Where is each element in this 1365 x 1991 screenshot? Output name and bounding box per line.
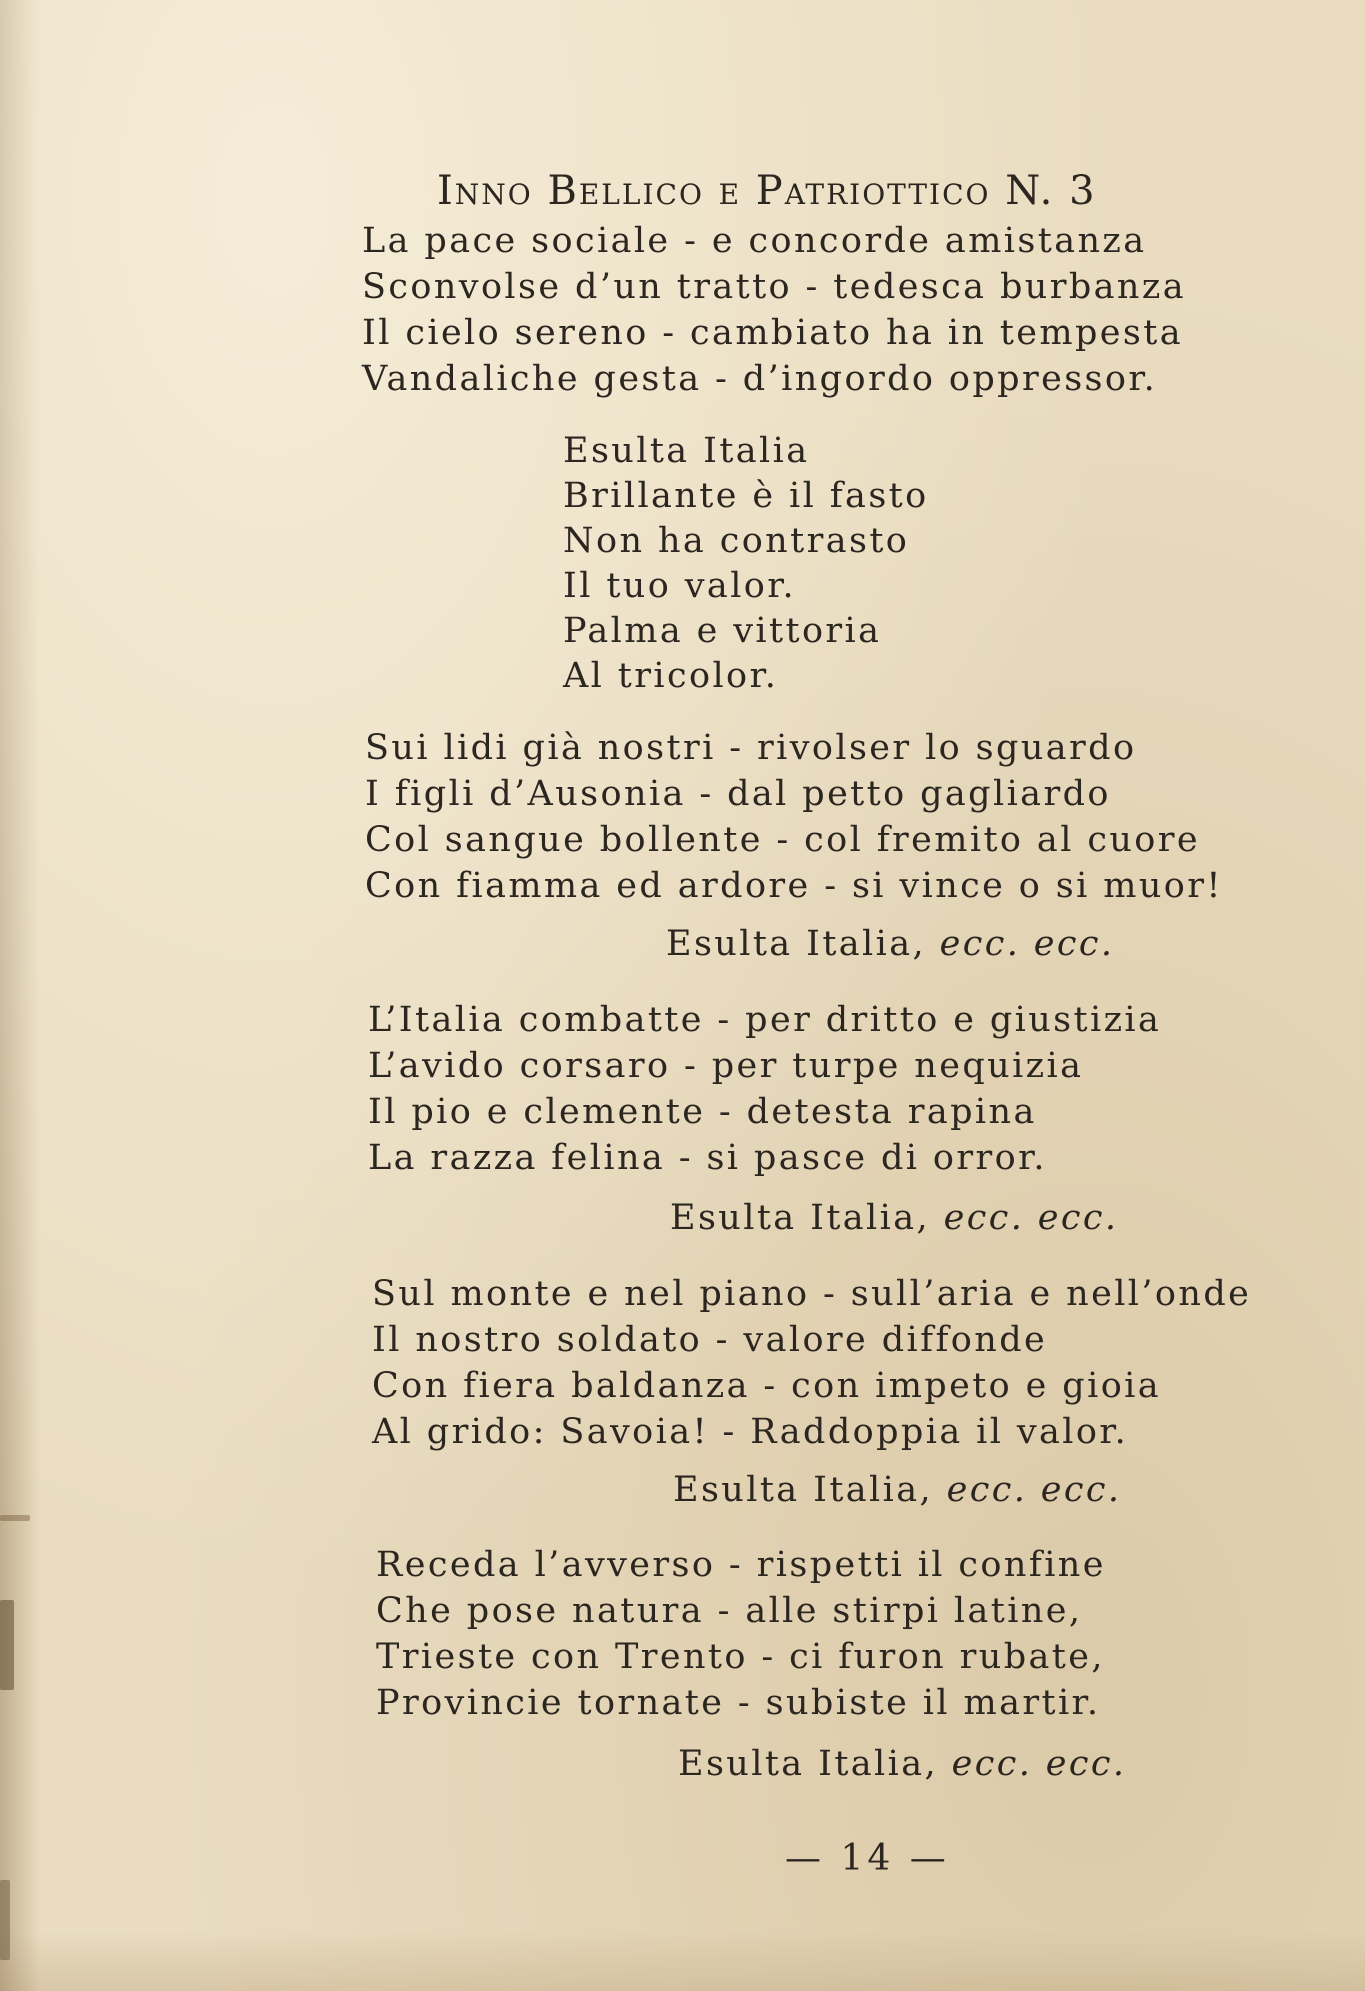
chorus-line-6: Al tricolor. — [563, 656, 779, 696]
stanza-1-line-1: La pace sociale - e concorde amistanza — [362, 221, 1147, 261]
stanza-5-line-1: Receda l’avverso - rispetti il confine — [376, 1545, 1106, 1585]
stanza-3-line-2: L’avido corsaro - per turpe nequizia — [368, 1046, 1084, 1086]
hymn-title: Inno Bellico e Patriottico N. 3 — [437, 168, 1097, 214]
refrain-text: Esulta Italia, — [673, 1470, 934, 1510]
refrain-ecc: ecc. ecc. — [951, 1744, 1127, 1784]
refrain-text: Esulta Italia, — [666, 924, 927, 964]
refrain-ecc: ecc. ecc. — [946, 1470, 1122, 1510]
binding-stain — [0, 1515, 30, 1521]
stanza-5-line-2: Che pose natura - alle stirpi latine, — [376, 1591, 1083, 1631]
refrain-1 — [666, 924, 1114, 964]
chorus-line-5: Palma e vittoria — [563, 611, 882, 651]
stanza-5-line-3: Trieste con Trento - ci furon rubate, — [376, 1637, 1105, 1677]
stanza-2-line-1: Sui lidi già nostri - rivolser lo sguardo — [365, 728, 1137, 768]
stanza-4-line-3: Con fiera baldanza - con impeto e gioia — [372, 1366, 1162, 1406]
chorus-line-2: Brillante è il fasto — [563, 476, 929, 516]
binding-tear — [0, 1880, 10, 1960]
stanza-2-line-4: Con fiamma ed ardore - si vince o si muor! — [365, 866, 1223, 906]
stanza-4-line-4: Al grido: Savoia! - Raddoppia il valor. — [372, 1412, 1129, 1452]
refrain-text: Esulta Italia, — [678, 1744, 939, 1784]
stanza-4-line-1: Sul monte e nel piano - sull’aria e nell’onde — [372, 1274, 1252, 1314]
stanza-2-line-2: I figli d’Ausonia - dal petto gagliardo — [365, 774, 1111, 814]
stanza-4-line-2: Il nostro soldato - valore diffonde — [372, 1320, 1048, 1360]
page-number: — 14 — — [785, 1838, 950, 1879]
stanza-1-line-2: Sconvolse d’un tratto - tedesca burbanza — [362, 267, 1186, 307]
stanza-1-line-4: Vandaliche gesta - d’ingordo oppressor. — [362, 359, 1158, 399]
refrain-ecc: ecc. ecc. — [939, 924, 1115, 964]
chorus-line-4: Il tuo valor. — [563, 566, 797, 606]
refrain-2 — [670, 1198, 1118, 1238]
stanza-3-line-1: L’Italia combatte - per dritto e giustizia — [368, 1000, 1162, 1040]
binding-tear — [0, 1600, 14, 1690]
chorus-line-3: Non ha contrasto — [563, 521, 910, 561]
refrain-ecc: ecc. ecc. — [943, 1198, 1119, 1238]
stanza-3-line-4: La razza felina - si pasce di orror. — [368, 1138, 1047, 1178]
stanza-1-line-3: Il cielo sereno - cambiato ha in tempesta — [362, 313, 1184, 353]
chorus-line-1: Esulta Italia — [563, 431, 810, 471]
refrain-4 — [678, 1744, 1126, 1784]
stanza-2-line-3: Col sangue bollente - col fremito al cuore — [365, 820, 1200, 860]
stanza-5-line-4: Provincie tornate - subiste il martir. — [376, 1683, 1101, 1723]
refrain-text: Esulta Italia, — [670, 1198, 931, 1238]
stanza-3-line-3: Il pio e clemente - detesta rapina — [368, 1092, 1037, 1132]
refrain-3 — [673, 1470, 1121, 1510]
